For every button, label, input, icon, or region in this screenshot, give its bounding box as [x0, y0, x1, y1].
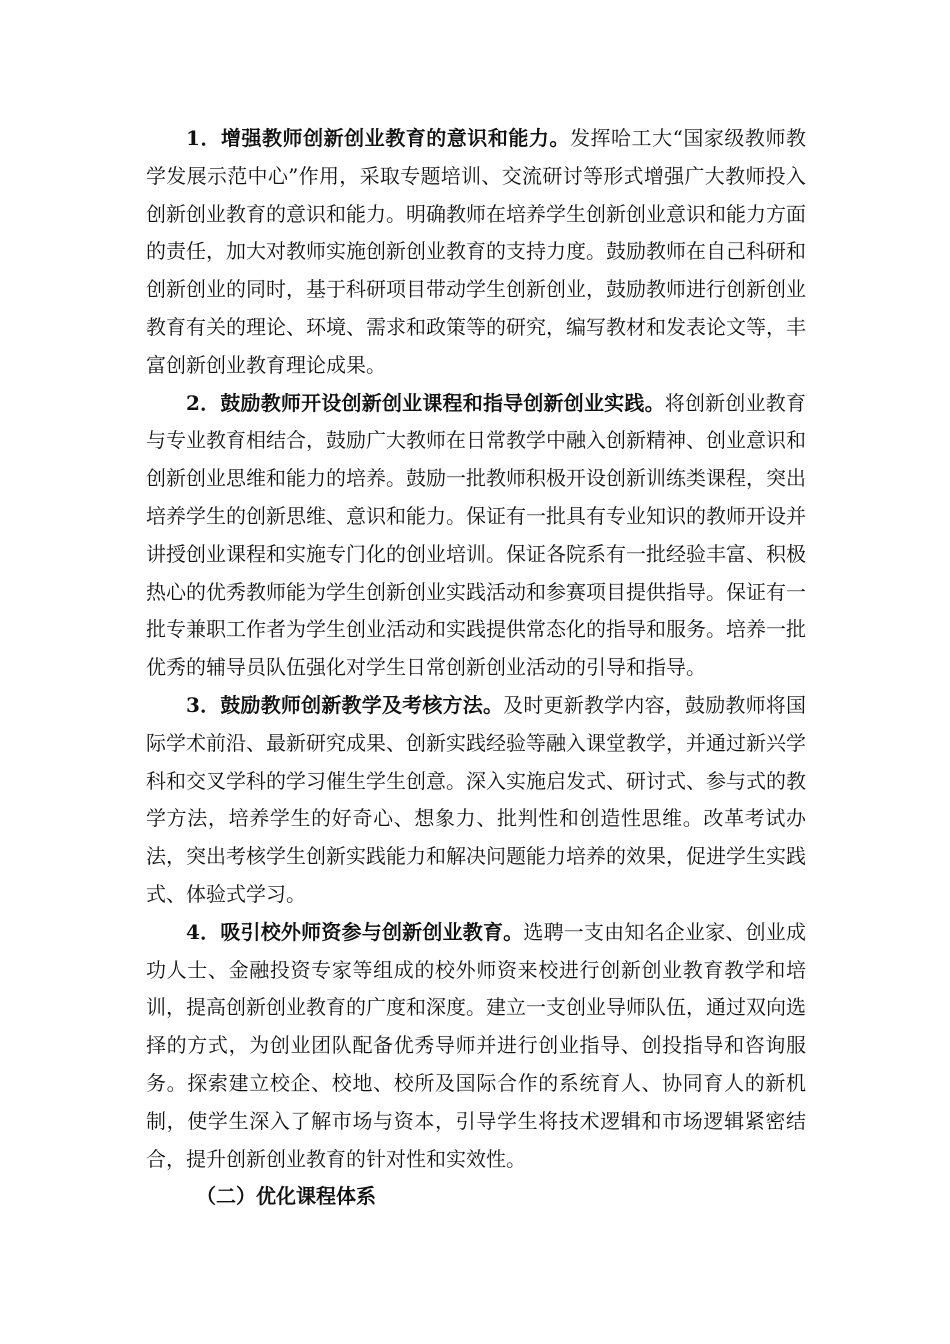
paragraph-4-body: 选聘一支由知名企业家、创业成功人士、金融投资专家等组成的校外师资来校进行创新创业教育教学和培训，提高创新创业教育的广度和深度。建立一支创业导师队伍，通过双向选择的方式，为创业团队配备优秀导师并进行创业指导、创投指导和咨询服务。探索建立校企、校地、校所及国际合作的系统育人、协同育人的新机制，使学生深入了解市场与资本，引导学生将技术逻辑和市场逻辑紧密结合，提升创新创业教育的针对性和实效性。: [146, 919, 807, 1171]
paragraph-4-lead: 4．吸引校外师资参与创新创业教育。: [186, 919, 524, 944]
paragraph-1: [146, 120, 806, 385]
paragraph-4: [146, 914, 806, 1179]
paragraph-3-lead: 3．鼓励教师创新教学及考核方法。: [186, 692, 504, 717]
document-body: [146, 120, 806, 1216]
paragraph-2-lead: 2．鼓励教师开设创新创业课程和指导创新创业实践。: [186, 390, 665, 415]
paragraph-2: [146, 385, 806, 687]
paragraph-3: [146, 687, 806, 914]
section-heading: （二）优化课程体系: [196, 1184, 376, 1209]
paragraph-3-body: 及时更新教学内容，鼓励教师将国际学术前沿、最新研究成果、创新实践经验等融入课堂教学，并通过新兴学科和交叉学科的学习催生学生创意。深入实施启发式、研讨式、参与式的教学方法，培养学生的好奇心、想象力、批判性和创造性思维。改革考试办法，突出考核学生创新实践能力和解决问题能力培养的效果，促进学生实践式、体验式学习。: [146, 692, 807, 906]
paragraph-1-lead: 1．增强教师创新创业教育的意识和能力。: [186, 126, 570, 150]
paragraph-1-body: 发挥哈工大“国家级教师教学发展示范中心”作用，采取专题培训、交流研讨等形式增强广大教师投入创新创业教育的意识和能力。明确教师在培养学生创新创业意识和能力方面的责任，加大对教师实施创新创业教育的支持力度。鼓励教师在自己科研和创新创业的同时，基于科研项目带动学生创新创业，鼓励教师进行创新创业教育有关的理论、环境、需求和政策等的研究，编写教材和发表论文等，丰富创新创业教育理论成果。: [146, 126, 806, 377]
paragraph-2-body: 将创新创业教育与专业教育相结合，鼓励广大教师在日常教学中融入创新精神、创业意识和创新创业思维和能力的培养。鼓励一批教师积极开设创新训练类课程，突出培养学生的创新思维、意识和能力。保证有一批具有专业知识的教师开设并讲授创业课程和实施专门化的创业培训。保证各院系有一批经验丰富、积极热心的优秀教师能为学生创新创业实践活动和参赛项目提供指导。保证有一批专兼职工作者为学生创业活动和实践提供常态化的指导和服务。培养一批优秀的辅导员队伍强化对学生日常创新创业活动的引导和指导。: [146, 390, 806, 680]
